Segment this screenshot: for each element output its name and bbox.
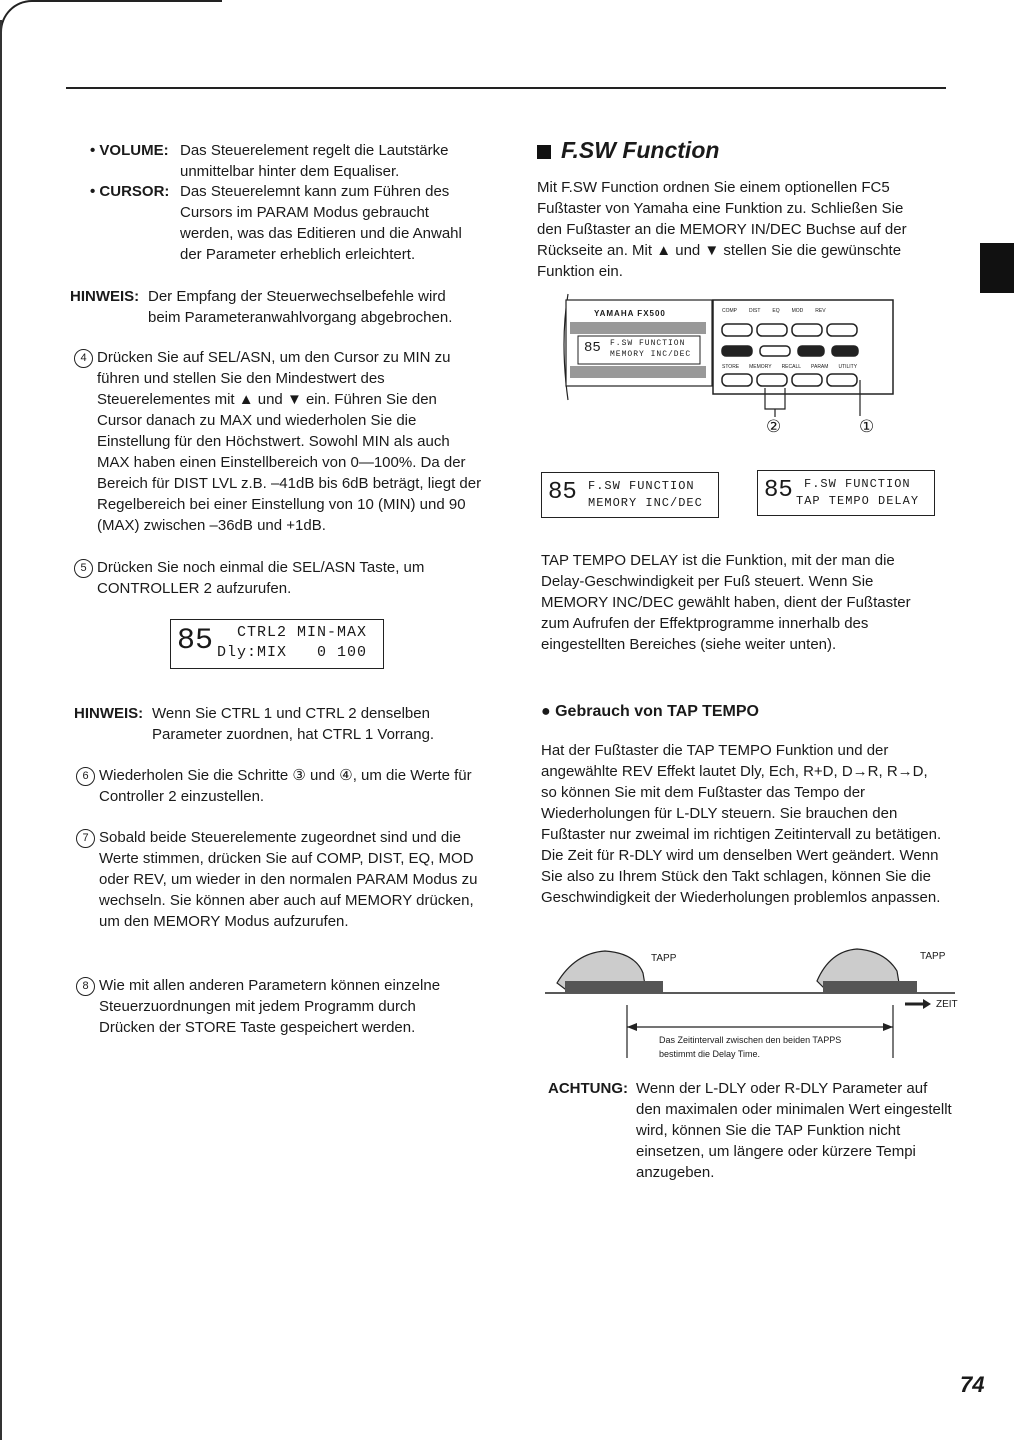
heading-text: F.SW Function: [561, 137, 720, 163]
device-label-utility: UTILITY: [838, 364, 858, 370]
step-4-text: Drücken Sie auf SEL/ASN, um den Cursor zu MIN zu führen und stellen Sie den Mindestwert des Steuerelementes mit ▲ und ▼ ein. Führen Sie den Cursor danach zu MAX und wiederholen Sie die Einstellung für den Höchstwert. Sowohl MIN als auch MAX haben einen Einstellbereich von 0—100%. Da der Bereich für DIST LVL z.B. –41dB bis 6dB beträgt, liegt der Regelbereich bei einer Einstellung von 10 (MIN) und 90 (MAX) zwischen –36dB und +1dB.: [97, 349, 482, 534]
heading-bullet: [537, 145, 551, 159]
device-label-rev: REV: [815, 308, 826, 314]
callout-2: ②: [766, 417, 782, 436]
diagram-caption-2: bestimmt die Delay Time.: [659, 1049, 761, 1059]
device-labels-top: [722, 308, 892, 314]
achtung-term: ACHTUNG:: [548, 1080, 628, 1097]
hinweis-1-term: HINWEIS:: [70, 288, 140, 305]
device-brand: YAMAHA FX500: [594, 309, 666, 318]
device-display-line1: F.SW FUNCTION: [610, 339, 686, 348]
tap-description: TAP TEMPO DELAY ist die Funktion, mit der man die Delay-Geschwindigkeit per Fuß steuert. Wenn Sie MEMORY INC/DEC gewählt haben, dient der Fußtaster zum Aufrufen der Effektprogramme innerhalb des eingestellten Bereiches (siehe weiter unten).: [541, 552, 911, 653]
device-display-line2: MEMORY INC/DEC: [610, 350, 692, 359]
left-edge-line: [0, 20, 2, 1440]
tap-diagram: [545, 943, 965, 1068]
cursor-term: • CURSOR:: [90, 183, 170, 200]
achtung-desc: Wenn der L-DLY oder R-DLY Parameter auf den maximalen oder minimalen Wert eingestellt wird, können Sie die TAP Funktion nicht einsetzen, um längere oder kürzere Tempi anzugeben.: [636, 1080, 952, 1181]
thumb-tab: [980, 243, 1014, 293]
step-8-number: 8: [76, 977, 95, 996]
step-4-number: 4: [74, 349, 93, 368]
tapp-label-1: TAPP: [651, 953, 677, 964]
lcd-b-big: 85: [764, 477, 793, 504]
lcd-memory-inc-dec: [541, 472, 719, 518]
device-label-comp: COMP: [722, 308, 737, 314]
device-display-big: 85: [584, 340, 601, 356]
device-labels-bottom: [722, 364, 892, 370]
tap-usage: Hat der Fußtaster die TAP TEMPO Funktion und der angewählte REV Effekt lautet Dly, Ech, R+D, D→R, R→D, so können Sie mit dem Fußtaster das Tempo der Wiederholungen für L-DLY steuern. Sie brauchen den Fußtaster nur zweimal im richtigen Zeitintervall zu betätigen. Die Zeit für R-DLY wird um denselben Wert geändert. Wenn Sie also zu Ihrem Stück den Takt schlagen, können Sie die Geschwindigkeit der Wiederholungen problemlos anpassen.: [541, 742, 942, 906]
device-label-recall: RECALL: [781, 364, 802, 370]
lcd-a-line2: MEMORY INC/DEC: [588, 496, 703, 510]
lcd-ctrl2: [170, 619, 384, 669]
binding-curve: [0, 0, 222, 32]
subheading-tap-tempo: ● Gebrauch von TAP TEMPO: [541, 703, 759, 720]
device-label-dist: DIST: [749, 308, 761, 314]
lcd-a-line1: F.SW FUNCTION: [588, 479, 695, 493]
hinweis-2-term: HINWEIS:: [74, 705, 144, 722]
page-number: 74: [960, 1372, 985, 1397]
fsw-intro: Mit F.SW Function ordnen Sie einem optionellen FC5 Fußtaster von Yamaha eine Funktion zu. Schließen Sie den Fußtaster an die MEMORY IN/DEC Buchse auf der Rückseite an. Mit ▲ und ▼ stellen Sie die gewünschte Funktion ein.: [537, 179, 907, 280]
zeit-label: ZEIT: [936, 999, 958, 1010]
device-label-mod: MOD: [791, 308, 804, 314]
lcd-ctrl2-big: 85: [177, 624, 214, 658]
step-6-text: Wiederholen Sie die Schritte ③ und ④, um die Werte für Controller 2 einzustellen.: [99, 767, 472, 805]
device-label-param: PARAM: [811, 364, 829, 370]
diagram-caption-1: Das Zeitintervall zwischen den beiden TAPPS: [659, 1035, 842, 1045]
cursor-desc: Das Steuerelemnt kann zum Führen des Cursors im PARAM Modus gebraucht werden, was das Editieren und die Anwahl der Parameter erheblich erleichtert.: [180, 183, 462, 263]
step-7-text: Sobald beide Steuerelemente zugeordnet sind und die Werte stimmen, drücken Sie auf COMP, DIST, EQ, MOD oder REV, um wieder in den normalen PARAM Modus zu wechseln. Sie können aber auch auf MEMORY drücken, um den MEMORY Modus aufzurufen.: [99, 829, 478, 930]
hinweis-1-desc: Der Empfang der Steuerwechselbefehle wird beim Parameteranwahlvorgang abgebrochen.: [148, 288, 453, 326]
callout-1: ①: [859, 417, 875, 436]
step-7-number: 7: [76, 829, 95, 848]
step-5-text: Drücken Sie noch einmal die SEL/ASN Taste, um CONTROLLER 2 aufzurufen.: [97, 559, 425, 597]
device-label-eq: EQ: [772, 308, 780, 314]
device-label-memory: MEMORY: [749, 364, 772, 370]
lcd-tap-tempo-delay: [757, 470, 935, 516]
lcd-b-line2: TAP TEMPO DELAY: [796, 494, 920, 508]
lcd-b-line1: F.SW FUNCTION: [804, 477, 911, 491]
step-8-text: Wie mit allen anderen Parametern können einzelne Steuerzuordnungen mit jedem Programm durch Drücken der STORE Taste gespeichert werden.: [99, 977, 441, 1036]
lcd-a-big: 85: [548, 479, 577, 506]
section-heading: [537, 136, 937, 166]
step-6-number: 6: [76, 767, 95, 786]
step-5-number: 5: [74, 559, 93, 578]
device-label-store: STORE: [722, 364, 740, 370]
lcd-ctrl2-line1: CTRL2 MIN-MAX: [237, 624, 368, 641]
tapp-label-2: TAPP: [920, 951, 946, 962]
volume-term: • VOLUME:: [90, 142, 169, 159]
volume-desc: Das Steuerelement regelt die Lautstärke unmittelbar hinter dem Equaliser.: [180, 142, 449, 180]
device-illustration: [558, 292, 898, 442]
header-rule: [66, 87, 946, 89]
lcd-ctrl2-line2: Dly:MIX 0 100: [217, 644, 368, 661]
hinweis-2-desc: Wenn Sie CTRL 1 und CTRL 2 denselben Parameter zuordnen, hat CTRL 1 Vorrang.: [152, 705, 435, 743]
